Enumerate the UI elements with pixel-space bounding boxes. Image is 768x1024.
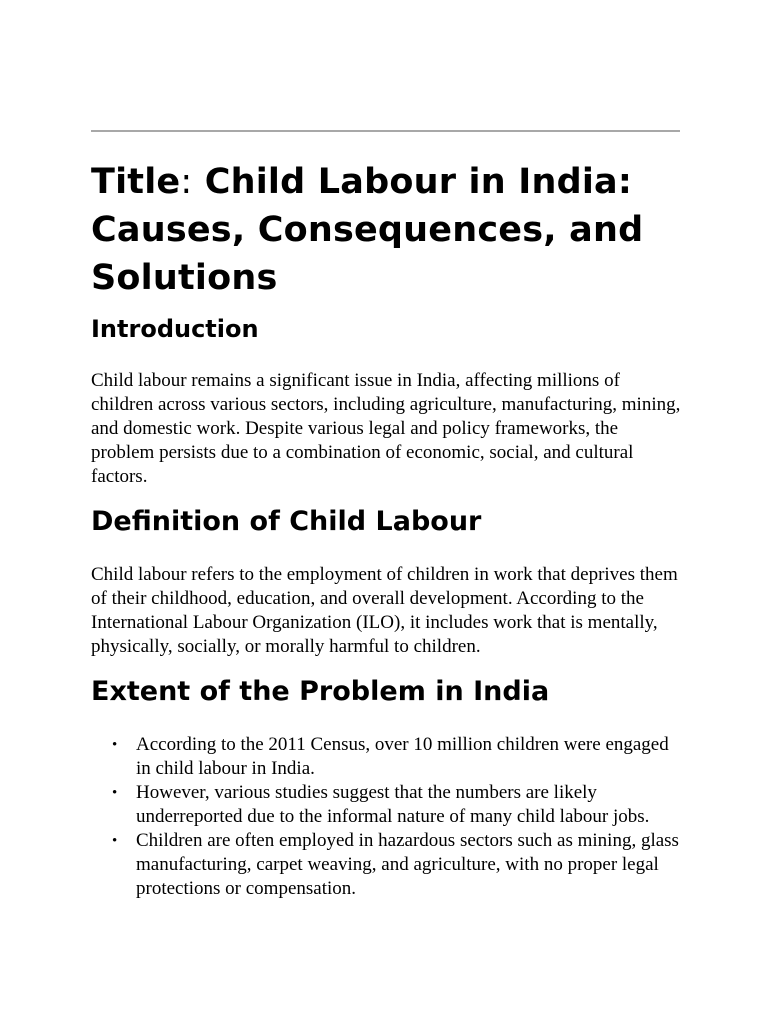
section-heading-introduction: Introduction xyxy=(91,315,259,343)
section-heading-extent: Extent of the Problem in India xyxy=(91,676,550,707)
list-item xyxy=(91,781,681,829)
bullet-marker: • xyxy=(112,737,118,753)
document-title xyxy=(91,158,681,302)
list-item xyxy=(91,733,681,781)
title-text: Child Labour in India: Causes, Consequences, and Solutions xyxy=(91,162,644,298)
title-prefix: Title xyxy=(91,162,181,202)
horizontal-rule xyxy=(91,130,680,132)
list-item-text: Children are often employed in hazardous sectors such as mining, glass manufacturing, carpet weaving, and agriculture, with no proper legal protections or compensation. xyxy=(136,830,679,899)
list-item-text: However, various studies suggest that the numbers are likely underreported due to the informal nature of many child labour jobs. xyxy=(136,782,650,827)
section-heading-definition: Definition of Child Labour xyxy=(91,506,482,537)
list-item-text: According to the 2011 Census, over 10 million children were engaged in child labour in India. xyxy=(136,734,669,779)
extent-bullet-list xyxy=(91,733,681,901)
bullet-marker: • xyxy=(112,785,118,801)
title-separator: : xyxy=(180,162,193,202)
section-body-definition: Child labour refers to the employment of children in work that deprives them of their childhood, education, and overall development. According to the International Labour Organization (ILO), it includes work that is mentally, physically, socially, or morally harmful to children. xyxy=(91,564,678,657)
bullet-marker: • xyxy=(112,833,118,849)
list-item xyxy=(91,829,681,901)
section-body-introduction: Child labour remains a significant issue in India, affecting millions of children across various sectors, including agriculture, manufacturing, mining, and domestic work. Despite various legal and policy frameworks, the problem persists due to a combination of economic, social, and cultural factors. xyxy=(91,370,681,487)
